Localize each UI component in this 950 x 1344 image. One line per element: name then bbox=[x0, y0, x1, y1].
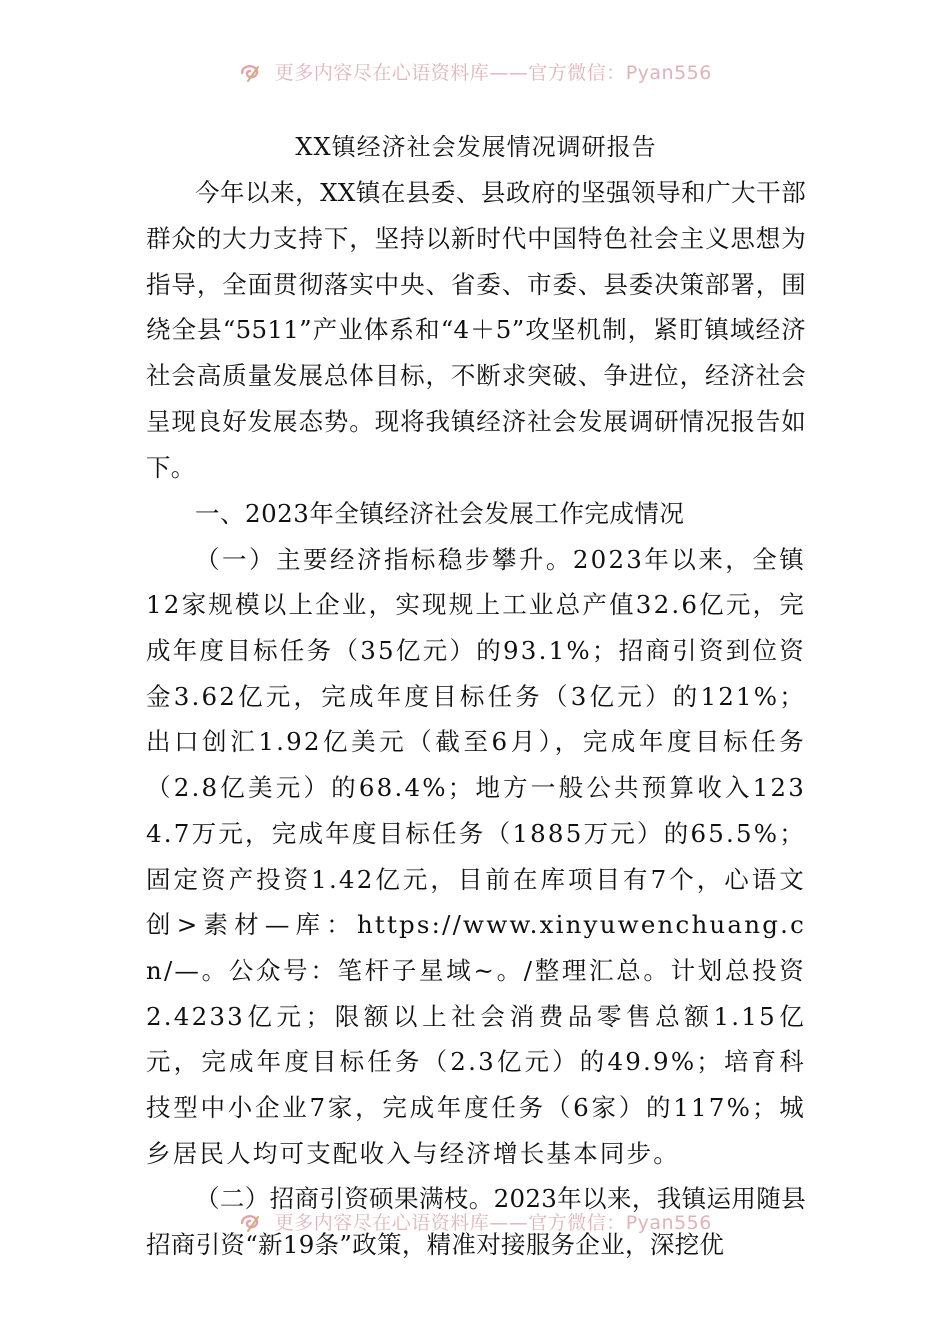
watermark-header bbox=[0, 58, 950, 85]
spiral-logo-icon bbox=[238, 61, 264, 83]
watermark-footer bbox=[0, 1208, 950, 1235]
document-body bbox=[146, 124, 806, 1268]
watermark-text: 更多内容尽在心语资料库——官方微信：Pyan556 bbox=[274, 1212, 712, 1234]
document-title: XX镇经济社会发展情况调研报告 bbox=[295, 133, 657, 161]
subsection-paragraph-2: （二）招商引资硕果满枝。2023年以来，我镇运用随县招商引资“新19条”政策，精准对接服务企业，深挖优 bbox=[146, 1184, 806, 1260]
watermark-text: 更多内容尽在心语资料库——官方微信：Pyan556 bbox=[274, 62, 712, 84]
spiral-logo-icon bbox=[238, 1211, 264, 1233]
subsection-paragraph-1: （一）主要经济指标稳步攀升。2023年以来，全镇12家规模以上企业，实现规上工业总产值32.6亿元，完成年度目标任务（35亿元）的93.1%；招商引资到位资金3.62亿元，完成年度目标任务（3亿元）的121%；出口创汇1.92亿美元（截至6月），完成年度目标任务（2.8亿美元）的68.4%；地方一般公共预算收入1234.7万元，完成年度目标任务（1885万元）的65.5%；固定资产投资1.42亿元，目前在库项目有7个，心语文创>素材—库：https://www.xinyuwenchuang.cn/—。公众号：笔杆子星域~。/整理汇总。计划总投资2.4233亿元；限额以上社会消费品零售总额1.15亿元，完成年度目标任务（2.3亿元）的49.9%；培育科技型中小企业7家，完成年度任务（6家）的117%；城乡居民人均可支配收入与经济增长基本同步。 bbox=[146, 544, 806, 1168]
section-heading: 一、2023年全镇经济社会发展工作完成情况 bbox=[195, 498, 685, 528]
intro-paragraph: 今年以来，XX镇在县委、县政府的坚强领导和广大干部群众的大力支持下，坚持以新时代中国特色社会主义思想为指导，全面贯彻落实中央、省委、市委、县委决策部署，围绕全县“5511”产业体系和“4＋5”攻坚机制，紧盯镇域经济社会高质量发展总体目标，不断求突破、争进位，经济社会呈现良好发展态势。现将我镇经济社会发展调研情况报告如下。 bbox=[146, 178, 806, 482]
